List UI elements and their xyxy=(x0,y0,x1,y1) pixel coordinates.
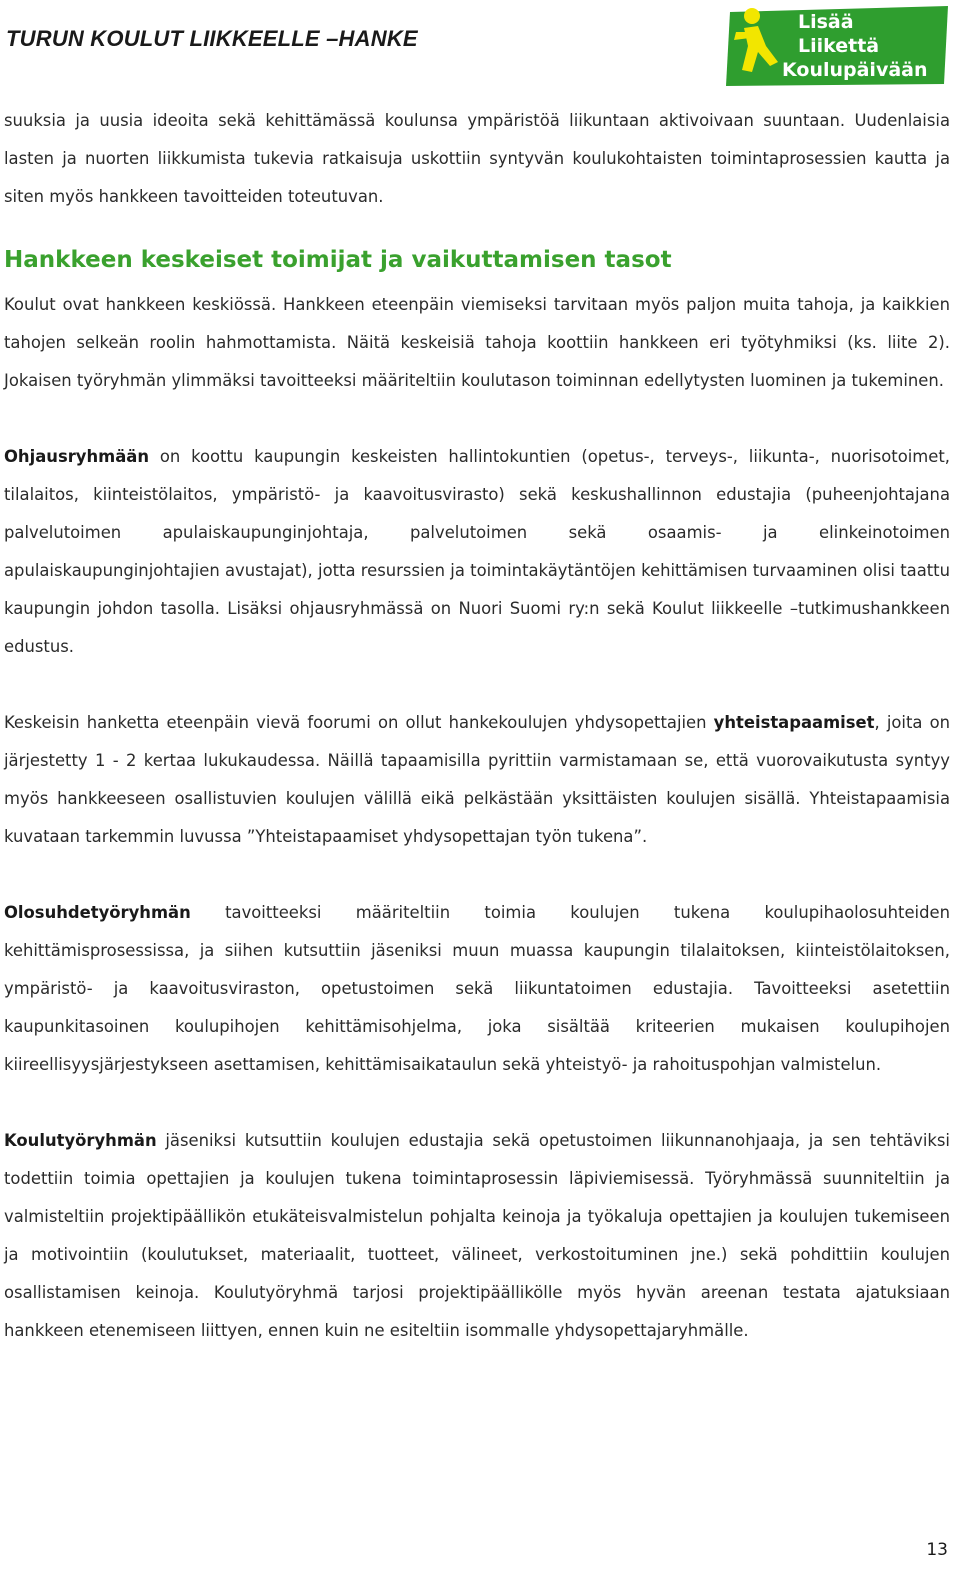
facilities-group-text: tavoitteeksi määriteltiin toimia koulujen tukena koulupihaolosuhteiden kehittämisprosessissa, ja siihen kutsuttiin jäseniksi muun muassa kaupungin tilalaitoksen, kiinteistölaitoksen, ympäristö- ja kaavoitusviraston, opetustoimen sekä liikuntatoimen edustajia. Tavoitteeksi asetettiin kaupunkitasoinen koulupihojen kehittämisohjelma, joka sisältää kriteerien mukaisen koulupihojen kiireellisyysjärjestykseen asettamisen, kehittämisaikataulun sekä yhteistyö- ja rahoituspohjan valmistelun. xyxy=(4,903,950,1074)
logo-line3 xyxy=(782,59,928,81)
logo-line1 xyxy=(798,11,854,33)
joint-meetings-text-a: Keskeisin hanketta eteenpäin vievä foorumi on ollut hankekoulujen yhdysopettajien xyxy=(4,713,714,732)
logo-line2 xyxy=(798,35,879,57)
logo xyxy=(722,2,954,88)
page-header xyxy=(0,0,960,90)
header-title: TURUN KOULUT LIIKKEELLE –HANKE xyxy=(6,26,418,51)
page-number: 13 xyxy=(926,1540,948,1560)
facilities-group-term: Olosuhdetyöryhmän xyxy=(4,903,191,922)
intro-paragraph: suuksia ja uusia ideoita sekä kehittämässä koulunsa ympäristöä liikuntaan aktivoivaan suuntaan. Uudenlaisia lasten ja nuorten liikkumista tukevia ratkaisuja uskottiin syntyvän koulukohtaisten toimintaprosessien kautta ja siten myös hankkeen tavoitteiden toteutuvan. xyxy=(4,111,950,206)
joint-meetings-term: yhteistapaamiset xyxy=(713,713,875,732)
paragraph-schools: Koulut ovat hankkeen keskiössä. Hankkeen eteenpäin viemiseksi tarvitaan myös paljon muita tahoja, ja kaikkien tahojen selkeän roolin hahmottamista. Näitä keskeisiä tahoja koottiin hankkeen eri työtyhmiksi (ks. liite 2). Jokaisen työryhmän ylimmäksi tavoitteeksi määriteltiin koulutason toiminnan edellytysten luominen ja tukeminen. xyxy=(4,295,950,390)
steering-group-term: Ohjausryhmään xyxy=(4,447,150,466)
svg-text:Liikettä: Liikettä xyxy=(798,35,880,57)
page-content xyxy=(4,102,950,1350)
school-group-text: jäseniksi kutsuttiin koulujen edustajia sekä opetustoimen liikunnanohjaaja, ja sen tehtäviksi todettiin toimia opettajien ja koulujen tukena toimintaprosessin läpiviemisessä. Työryhmässä suunniteltiin ja valmisteltiin projektipäällikön etukäteisvalmistelun pohjalta keinoja ja työkaluja opettajien ja koulujen tukemiseen ja motivointiin (koulutukset, materiaalit, tuotteet, välineet, verkostoituminen jne.) sekä pohdittiin koulujen osallistamisen keinoja. Koulutyöryhmä tarjosi projektipäällikölle myös hyvän areenan testata ajatuksiaan hankkeen etenemiseen liittyen, ennen kuin ne esiteltiin isommalle yhdysopettajaryhmälle. xyxy=(4,1131,950,1340)
paragraph-steering-group xyxy=(4,438,950,666)
paragraph-facilities-group xyxy=(4,894,950,1084)
svg-text:Koulupäivään: Koulupäivään xyxy=(782,59,928,81)
svg-text:Lisää: Lisää xyxy=(798,11,854,33)
section-heading: Hankkeen keskeiset toimijat ja vaikuttamisen tasot xyxy=(4,247,672,273)
paragraph-school-group xyxy=(4,1122,950,1350)
joint-meetings-text-b: , joita on järjestetty 1 - 2 kertaa lukukaudessa. Näillä tapaamisilla pyrittiin varmistamaan se, että vuorovaikutusta syntyy myös hankkeeseen osallistuvien koulujen välillä eikä pelkästään yksittäisten koulujen sisällä. Yhteistapaamisia kuvataan tarkemmin luvussa ”Yhteistapaamiset yhdysopettajan työn tukena”. xyxy=(4,713,951,846)
school-group-term: Koulutyöryhmän xyxy=(4,1131,157,1150)
steering-group-text: on koottu kaupungin keskeisten hallintokuntien (opetus-, terveys-, liikunta-, nuorisotoimet, tilalaitos, kiinteistölaitos, ympäristö- ja kaavoitusvirasto) sekä keskushallinnon edustajia (puheenjohtajana palvelutoimen apulaiskaupunginjohtaja, palvelutoimen sekä osaamis- ja elinkeinotoimen apulaiskaupunginjohtajien avustajat), jotta resurssien ja toimintakäytäntöjen kehittämisen turvaaminen olisi taattu kaupungin johdon tasolla. Lisäksi ohjausryhmässä on Nuori Suomi ry:n sekä Koulut liikkeelle –tutkimushankkeen edustus. xyxy=(4,447,950,656)
paragraph-joint-meetings xyxy=(4,704,950,856)
